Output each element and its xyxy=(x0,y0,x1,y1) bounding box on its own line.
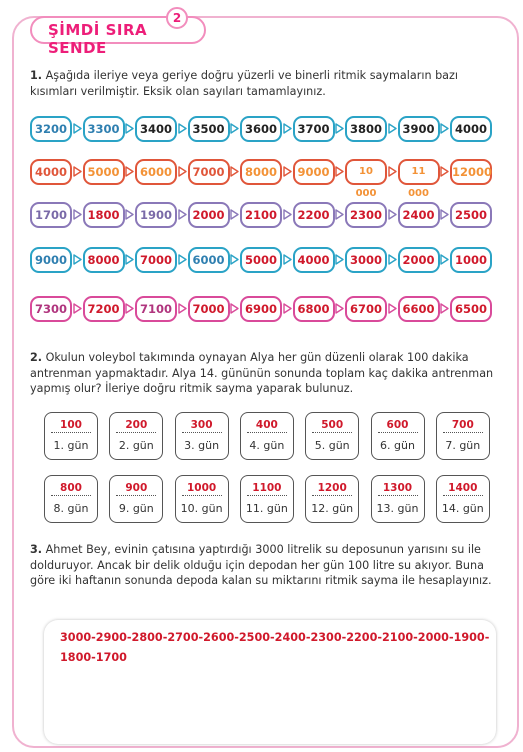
dotted-line xyxy=(116,432,156,433)
number-cell[interactable]: 9000 xyxy=(293,159,335,185)
number-cell[interactable]: 2500 xyxy=(450,202,492,228)
dotted-line xyxy=(443,495,483,496)
day-label: 6. gün xyxy=(380,439,415,452)
arrow-right-icon xyxy=(178,254,187,265)
number-cell[interactable]: 3400 xyxy=(135,116,177,142)
number-cell[interactable]: 3700 xyxy=(293,116,335,142)
arrow-right-icon xyxy=(283,303,292,314)
arrow-right-icon xyxy=(230,166,239,177)
number-cell[interactable]: 11 000 xyxy=(398,159,440,185)
dotted-line xyxy=(247,495,287,496)
answer-text: 3000-2900-2800-2700-2600-2500-2400-2300-2200-2100-2000-1900-1800-1700 xyxy=(60,631,490,664)
number-cell[interactable]: 7100 xyxy=(135,296,177,322)
number-cell[interactable]: 1000 xyxy=(450,247,492,273)
number-cell[interactable]: 6000 xyxy=(188,247,230,273)
arrow-right-icon xyxy=(125,209,134,220)
number-cell[interactable]: 6900 xyxy=(240,296,282,322)
day-label: 5. gün xyxy=(314,439,350,452)
arrow-right-icon xyxy=(283,123,292,134)
day-box-row xyxy=(44,475,500,525)
day-value: 800 xyxy=(60,482,82,494)
arrow-right-icon xyxy=(335,254,344,265)
dotted-line xyxy=(312,432,352,433)
number-cell[interactable]: 7000 xyxy=(188,296,230,322)
question-3-text: Ahmet Bey, evinin çatısına yaptırdığı 3000 litrelik su deposunun yarısını su ile dolduruyor. Ancak bir delik olduğu için depodan her gün 100 litre su akıyor. Buna göre iki haftanın sonunda depoda kalan su miktarını ritmik sayma ile hesaplayınız. xyxy=(30,543,492,587)
day-box[interactable] xyxy=(109,475,163,523)
day-box[interactable] xyxy=(44,475,98,523)
number-cell[interactable]: 3500 xyxy=(188,116,230,142)
arrow-right-icon xyxy=(230,303,239,314)
day-box[interactable] xyxy=(436,475,490,523)
question-3 xyxy=(30,542,508,589)
arrow-right-icon xyxy=(178,209,187,220)
number-cell[interactable]: 6000 xyxy=(135,159,177,185)
day-value: 1100 xyxy=(252,482,282,494)
number-cell[interactable]: 1900 xyxy=(135,202,177,228)
day-box[interactable] xyxy=(44,412,98,460)
day-box[interactable] xyxy=(109,412,163,460)
arrow-right-icon xyxy=(335,209,344,220)
number-cell[interactable]: 12000 xyxy=(450,159,492,185)
dotted-line xyxy=(116,495,156,496)
arrow-right-icon xyxy=(73,303,82,314)
day-label: 3. gün xyxy=(184,439,220,452)
number-cell[interactable]: 4000 xyxy=(30,159,72,185)
day-label: 14. gün xyxy=(441,502,484,515)
day-box[interactable] xyxy=(240,412,294,460)
day-box[interactable] xyxy=(175,475,229,523)
day-box[interactable] xyxy=(436,412,490,460)
question-3-number: 3. xyxy=(30,543,43,556)
arrow-right-icon xyxy=(230,254,239,265)
arrow-right-icon xyxy=(335,123,344,134)
arrow-right-icon xyxy=(230,123,239,134)
day-label: 1. gün xyxy=(53,439,89,452)
number-cell[interactable]: 2200 xyxy=(293,202,335,228)
day-box[interactable] xyxy=(305,475,359,523)
day-label: 2. gün xyxy=(118,439,154,452)
arrow-right-icon xyxy=(283,209,292,220)
arrow-right-icon xyxy=(440,166,449,177)
day-value: 1200 xyxy=(317,482,347,494)
counting-row xyxy=(30,200,500,230)
number-cell[interactable]: 1700 xyxy=(30,202,72,228)
arrow-right-icon xyxy=(440,254,449,265)
question-1-text: Aşağıda ileriye veya geriye doğru yüzerli ve binerli ritmik saymaların bazı kısımları verilmiştir. Eksik olan sayıları tamamlayınız. xyxy=(30,69,459,98)
question-2-text: Okulun voleybol takımında oynayan Alya her gün düzenli olarak 100 dakika antrenman yapmaktadır. Alya 14. gününün sonunda toplam kaç dakika antrenman yapmış olur? İleriye doğru ritmik sayma yaparak bulunuz. xyxy=(30,351,494,395)
arrow-right-icon xyxy=(125,303,134,314)
day-label: 11. gün xyxy=(245,502,288,515)
title-number: 2 xyxy=(166,7,188,29)
day-value: 1300 xyxy=(382,482,413,494)
arrow-right-icon xyxy=(388,123,397,134)
number-cell[interactable]: 2300 xyxy=(345,202,387,228)
arrow-right-icon xyxy=(125,166,134,177)
arrow-right-icon xyxy=(440,209,449,220)
number-cell[interactable]: 6700 xyxy=(345,296,387,322)
number-cell[interactable]: 6600 xyxy=(398,296,440,322)
number-cell[interactable]: 7200 xyxy=(83,296,125,322)
day-value: 900 xyxy=(125,482,148,494)
arrow-right-icon xyxy=(388,166,397,177)
number-cell[interactable]: 9000 xyxy=(30,247,72,273)
number-cell[interactable]: 6800 xyxy=(293,296,335,322)
day-box[interactable] xyxy=(305,412,359,460)
question-1-number: 1. xyxy=(30,69,43,82)
number-cell[interactable]: 3800 xyxy=(345,116,387,142)
number-cell[interactable]: 8000 xyxy=(240,159,282,185)
arrow-right-icon xyxy=(440,303,449,314)
answer-box[interactable] xyxy=(44,620,496,744)
day-label: 13. gün xyxy=(376,502,419,515)
number-cell[interactable]: 4000 xyxy=(450,116,492,142)
day-value: 400 xyxy=(255,419,278,431)
day-label: 12. gün xyxy=(311,502,354,515)
dotted-line xyxy=(378,495,418,496)
counting-row xyxy=(30,294,500,324)
arrow-right-icon xyxy=(73,123,82,134)
number-cell[interactable]: 7000 xyxy=(135,247,177,273)
number-cell[interactable]: 4000 xyxy=(293,247,335,273)
number-cell[interactable]: 3200 xyxy=(30,116,72,142)
dotted-line xyxy=(182,432,222,433)
arrow-right-icon xyxy=(73,209,82,220)
counting-row xyxy=(30,245,500,275)
day-box[interactable] xyxy=(371,475,425,523)
day-box[interactable] xyxy=(240,475,294,523)
number-cell[interactable]: 2000 xyxy=(398,247,440,273)
number-cell[interactable]: 1800 xyxy=(83,202,125,228)
counting-row xyxy=(30,114,500,144)
arrow-right-icon xyxy=(178,303,187,314)
arrow-right-icon xyxy=(440,123,449,134)
day-label: 7. gün xyxy=(445,439,481,452)
day-box[interactable] xyxy=(371,412,425,460)
day-label: 4. gün xyxy=(249,439,285,452)
arrow-right-icon xyxy=(388,254,397,265)
day-value: 600 xyxy=(386,419,409,431)
arrow-right-icon xyxy=(388,209,397,220)
question-2-number: 2. xyxy=(30,351,43,364)
arrow-right-icon xyxy=(283,166,292,177)
day-value: 200 xyxy=(125,419,148,431)
dotted-line xyxy=(312,495,352,496)
day-label: 10. gün xyxy=(180,502,223,515)
arrow-right-icon xyxy=(73,166,82,177)
number-cell[interactable]: 2400 xyxy=(398,202,440,228)
dotted-line xyxy=(51,495,91,496)
arrow-right-icon xyxy=(335,166,344,177)
number-cell[interactable]: 8000 xyxy=(83,247,125,273)
question-2 xyxy=(30,350,508,397)
number-cell[interactable]: 3900 xyxy=(398,116,440,142)
number-cell[interactable]: 5000 xyxy=(240,247,282,273)
dotted-line xyxy=(51,432,91,433)
counting-row xyxy=(30,157,500,199)
day-box-row xyxy=(44,412,500,462)
day-label: 8. gün xyxy=(53,502,89,515)
question-1 xyxy=(30,68,500,99)
number-cell[interactable]: 3600 xyxy=(240,116,282,142)
arrow-right-icon xyxy=(125,123,134,134)
day-box[interactable] xyxy=(175,412,229,460)
day-label: 9. gün xyxy=(118,502,154,515)
number-cell[interactable]: 7000 xyxy=(188,159,230,185)
arrow-right-icon xyxy=(178,166,187,177)
day-value: 300 xyxy=(190,419,213,431)
number-cell[interactable]: 6500 xyxy=(450,296,492,322)
day-value: 500 xyxy=(321,419,344,431)
arrow-right-icon xyxy=(178,123,187,134)
arrow-right-icon xyxy=(335,303,344,314)
dotted-line xyxy=(443,432,483,433)
arrow-right-icon xyxy=(125,254,134,265)
number-cell[interactable]: 3300 xyxy=(83,116,125,142)
arrow-right-icon xyxy=(73,254,82,265)
day-value: 1000 xyxy=(186,482,217,494)
dotted-line xyxy=(247,432,287,433)
number-cell[interactable]: 2100 xyxy=(240,202,282,228)
day-value: 700 xyxy=(451,419,474,431)
section-title xyxy=(30,6,206,57)
number-cell[interactable]: 2000 xyxy=(188,202,230,228)
number-cell[interactable]: 7300 xyxy=(30,296,72,322)
arrow-right-icon xyxy=(230,209,239,220)
number-cell[interactable]: 10 000 xyxy=(345,159,387,185)
dotted-line xyxy=(378,432,418,433)
dotted-line xyxy=(182,495,222,496)
arrow-right-icon xyxy=(283,254,292,265)
day-value: 1400 xyxy=(448,482,478,494)
arrow-right-icon xyxy=(388,303,397,314)
day-value: 100 xyxy=(60,419,82,431)
number-cell[interactable]: 5000 xyxy=(83,159,125,185)
number-cell[interactable]: 3000 xyxy=(345,247,387,273)
title-text: ŞİMDİ SIRA SENDE xyxy=(48,21,148,57)
